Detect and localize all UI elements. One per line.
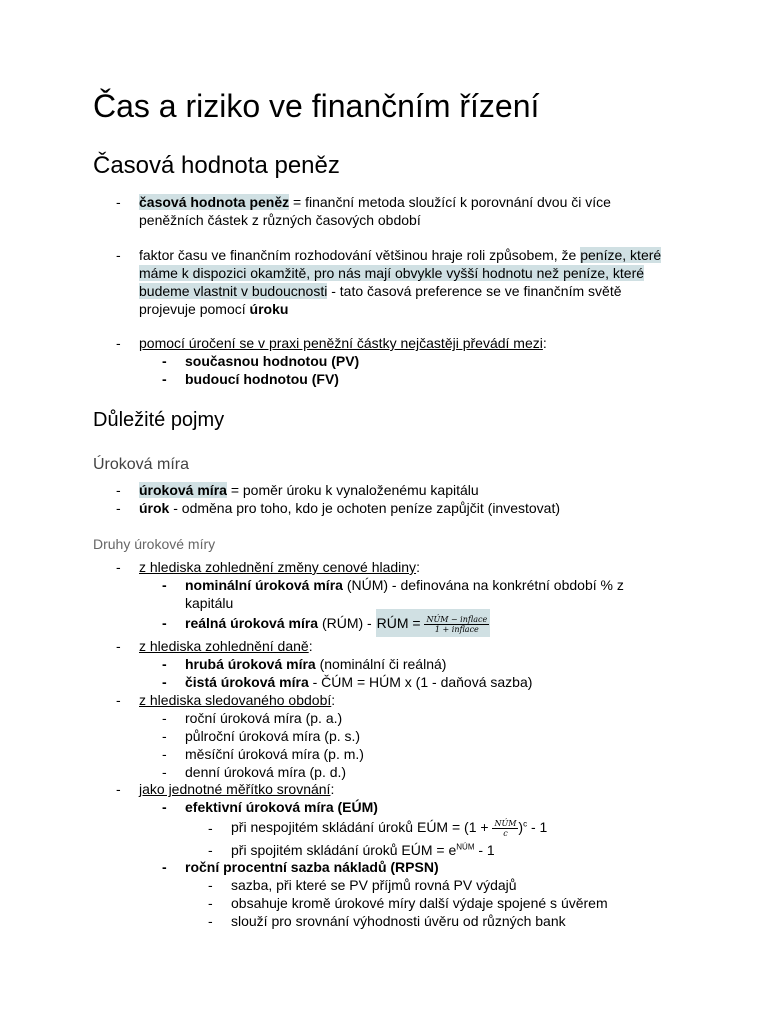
list-item-interest: úrok - odměna pro toho, kdo je ochoten peníze zapůjčit (investovat) [139,500,561,516]
list-dash: - [162,577,167,593]
list-item-tax: z hlediska zohlednění daně: [139,638,313,654]
list-item-compounding: pomocí úročení se v praxi peněžní částky nejčastěji převádí mezi: [139,335,547,351]
sublist-item-nominal-rate: nominální úroková míra (NÚM) - definována na konkrétní období % z [185,577,624,593]
list-item-period: z hlediska sledovaného období: [139,692,336,708]
formula-fraction: $\frac{\text{NÚM}}{c}$ [494,818,517,838]
sublist-item-apr-rate: sazba, při které se PV příjmů rovná PV výdajů [231,877,517,893]
sublist-item-annual: roční úroková míra (p. a.) [185,710,343,726]
sublist-item-continuous-compounding: při spojitém skládání úroků EÚM = $e^{NÚM} - 1$ [231,842,495,858]
list-item-price-level: z hlediska zohlednění změny cenové hladiny: [139,559,420,575]
list-dash: - [116,482,121,498]
sublist-item-discrete-compounding: při nespojitém skládání úroků EÚM = (1 + $\frac{\text{NÚM}}{c}$ )$^c$ - 1 [231,818,548,838]
list-dash: - [116,247,121,263]
list-item-continuation: budeme vlastnit v budoucnosti - tato časová preference se ve finančním světě [139,283,622,299]
list-dash: - [116,500,121,516]
sublist-item-real-rate: reálná úroková míra (RÚM) - RÚM = $\frac{\text{NÚM − inflace}}{\text{1 + inflace}}$ [185,609,490,637]
list-item-comparison: jako jednotné měřítko srovnání: [139,781,335,797]
subsection-heading-interest-rate: Úroková míra [93,456,190,473]
list-dash: - [162,746,167,762]
sublist-item-future-value: budoucí hodnotou (FV) [185,371,339,387]
list-item-continuation: peněžních částek z různých časových období [139,212,421,228]
list-dash: - [162,371,167,387]
sublist-item-gross-rate: hrubá úroková míra (nominální či reálná) [185,656,447,672]
list-item-time-factor: faktor času ve finančním rozhodování většinou hraje roli způsobem, že peníze, které [139,247,662,263]
sublist-item-present-value: současnou hodnotou (PV) [185,353,360,369]
sublist-item-apr: roční procentní sazba nákladů (RPSN) [185,859,439,875]
list-dash: - [208,913,213,929]
subsection-heading-rate-types: Druhy úrokové míry [93,536,216,552]
list-dash: - [116,638,121,654]
list-dash: - [116,335,121,351]
highlighted-term: časová hodnota peněz [139,194,290,210]
list-dash: - [208,877,213,893]
page-title: Čas a riziko ve finančním řízení [93,88,540,124]
list-item-continuation: máme k dispozici okamžitě, pro nás mají obvykle vyšší hodnotu než peníze, které [139,265,645,281]
list-item-continuation: kapitálu [185,595,234,611]
list-item-continuation: projevuje pomocí úroku [139,301,289,317]
list-dash: - [208,820,213,836]
sublist-item-effective-rate: efektivní úroková míra (EÚM) [185,799,378,815]
sublist-item-monthly: měsíční úroková míra (p. m.) [185,746,364,762]
list-dash: - [162,859,167,875]
list-item-interest-rate: úroková míra = poměr úroku k vynaloženému kapitálu [139,482,479,498]
list-dash: - [162,728,167,744]
section-heading-key-terms: Důležité pojmy [93,409,225,431]
section-heading-time-value: Časová hodnota peněz [93,152,340,179]
list-dash: - [162,799,167,815]
list-dash: - [162,656,167,672]
sublist-item-apr-costs: obsahuje kromě úrokové míry další výdaje spojené s úvěrem [231,895,608,911]
list-item-time-value-definition: časová hodnota peněz = finanční metoda sloužící k porovnání dvou či více [139,194,611,210]
formula-fraction: $\frac{\text{NÚM − inflace}}{\text{1 + inflace}}$ [426,614,488,634]
real-rate-formula: RÚM = $\frac{\text{NÚM − inflace}}{\text{1 + inflace}}$ [376,609,491,637]
list-dash: - [116,781,121,797]
list-dash: - [162,615,167,631]
list-dash: - [162,353,167,369]
list-dash: - [162,674,167,690]
list-dash: - [162,710,167,726]
list-dash: - [162,764,167,780]
sublist-item-semiannual: půlroční úroková míra (p. s.) [185,728,361,744]
list-dash: - [116,194,121,210]
list-dash: - [208,842,213,858]
sublist-item-apr-comparison: slouží pro srovnání výhodnosti úvěru od různých bank [231,913,566,929]
sublist-item-daily: denní úroková míra (p. d.) [185,764,347,780]
list-dash: - [116,559,121,575]
list-dash: - [208,895,213,911]
sublist-item-net-rate: čistá úroková míra - ČÚM = HÚM x (1 - daňová sazba) [185,674,533,690]
list-dash: - [116,692,121,708]
